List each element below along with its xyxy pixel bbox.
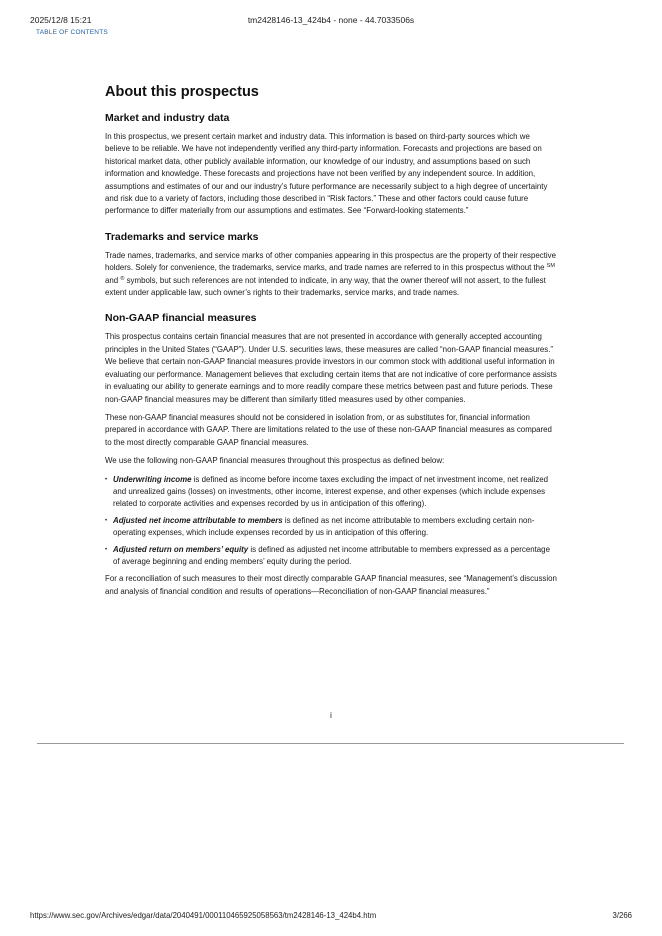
list-item: [105, 544, 557, 569]
page-divider: [37, 743, 624, 744]
print-footer: [30, 911, 632, 923]
page-number: i: [330, 710, 332, 720]
print-page-count: 3/266: [612, 911, 632, 920]
service-mark-symbol: SM: [546, 263, 555, 270]
non-gaap-paragraph-3: We use the following non-GAAP financial measures throughout this prospectus as defined below:: [105, 456, 445, 466]
market-heading: Market and industry data: [105, 112, 230, 124]
list-item: [105, 515, 557, 540]
measure-term: Underwriting income: [113, 474, 192, 484]
registered-symbol: ®: [120, 275, 125, 282]
market-section: [105, 112, 557, 218]
bullet-icon: •: [105, 476, 108, 483]
trademarks-paragraph: [105, 250, 557, 300]
print-doc-title: tm2428146-13_424b4 - none - 44.7033506s: [247, 15, 415, 25]
trademarks-text-a: Trade names, trademarks, and service marks of other companies appearing in this prospectus are the property of their respective holders. Solely for convenience, the trademarks, service marks, and trade names are referred to in this prospectus without the: [105, 250, 557, 273]
measure-definition: is defined as net income attributable to members excluding certain non-operating expenses, which include expenses recorded by us in anticipation of this offering.: [113, 515, 535, 538]
document-body: [105, 84, 557, 611]
non-gaap-section: [105, 312, 557, 598]
market-paragraph: In this prospectus, we present certain market and industry data. This information is based on third-party sources which we believe to be reliable. We have not independently verified any third-party information. Forecasts and projections are based on historical market data, other publicly available information, our knowledge of our industry, and assumptions based on such information and knowledge. These forecasts and projections have not been verified by any independent source. In addition, assumptions and estimates of our and our industry’s future performance are necessarily subject to a high degree of uncertainty and risk due to a variety of factors, including those described in “Risk factors.” These and other factors could cause future performance to differ materially from our assumptions and estimates. See “Forward-looking statements.”: [105, 132, 548, 216]
bullet-icon: •: [105, 517, 108, 524]
measure-term: Adjusted net income attributable to members: [113, 515, 283, 525]
trademarks-text-c: symbols, but such references are not intended to indicate, in any way, that the owner thereof will not assert, to the fullest extent under applicable law, such owner’s rights to their trademarks, service marks, and trade names.: [105, 275, 546, 298]
non-gaap-paragraph-1: This prospectus contains certain financial measures that are not presented in accordance with generally accepted accounting principles in the United States (“GAAP”). Under U.S. securities laws, these measures are called “non-GAAP financial measures.” We believe that certain non-GAAP financial measures provide investors in our common stock with additional useful information in evaluating our performance. Management believes that excluding certain items that are not indicative of core performance assists in evaluating our ability to generate earnings and to more readily compare these metrics between past and future periods. These non-GAAP financial measures may be different than similarly titled measures used by other companies.: [105, 332, 557, 404]
print-datetime: 2025/12/8 15:21: [30, 15, 92, 25]
non-gaap-measures-list: [105, 474, 557, 569]
measure-definition: is defined as income before income taxes excluding the impact of net investment income, net realized and unrealized gains (losses) on investments, other income, interest expense, and other expenses (which include expenses related to corporate activities and expenses recorded by us in anticipation of this offering).: [113, 474, 549, 509]
bullet-icon: •: [105, 546, 108, 553]
page-title: About this prospectus: [105, 84, 259, 100]
non-gaap-paragraph-4: For a reconciliation of such measures to their most directly comparable GAAP financial measures, see “Management’s discussion and analysis of financial condition and results of operations—Reconciliation of non-GAAP financial measures.”: [105, 574, 557, 596]
non-gaap-heading: Non-GAAP financial measures: [105, 312, 257, 325]
print-header: [30, 15, 632, 29]
trademarks-section: [105, 231, 557, 300]
trademarks-heading: Trademarks and service marks: [105, 230, 259, 243]
list-item: [105, 474, 557, 511]
table-of-contents-link[interactable]: TABLE OF CONTENTS: [36, 29, 108, 36]
measure-term: Adjusted return on members’ equity: [113, 544, 249, 554]
trademarks-text-b: and: [105, 275, 121, 285]
print-url: https://www.sec.gov/Archives/edgar/data/2040491/000110465925058563/tm2428146-13_424b4.htm: [30, 911, 377, 920]
measure-definition: is defined as adjusted net income attributable to members expressed as a percentage of average beginning and ending members’ equity during the period.: [113, 544, 550, 566]
non-gaap-paragraph-2: These non-GAAP financial measures should not be considered in isolation from, or as substitutes for, financial information prepared in accordance with GAAP. There are limitations related to the use of these non-GAAP financial measures as compared to the most directly comparable GAAP financial measures.: [105, 412, 552, 447]
